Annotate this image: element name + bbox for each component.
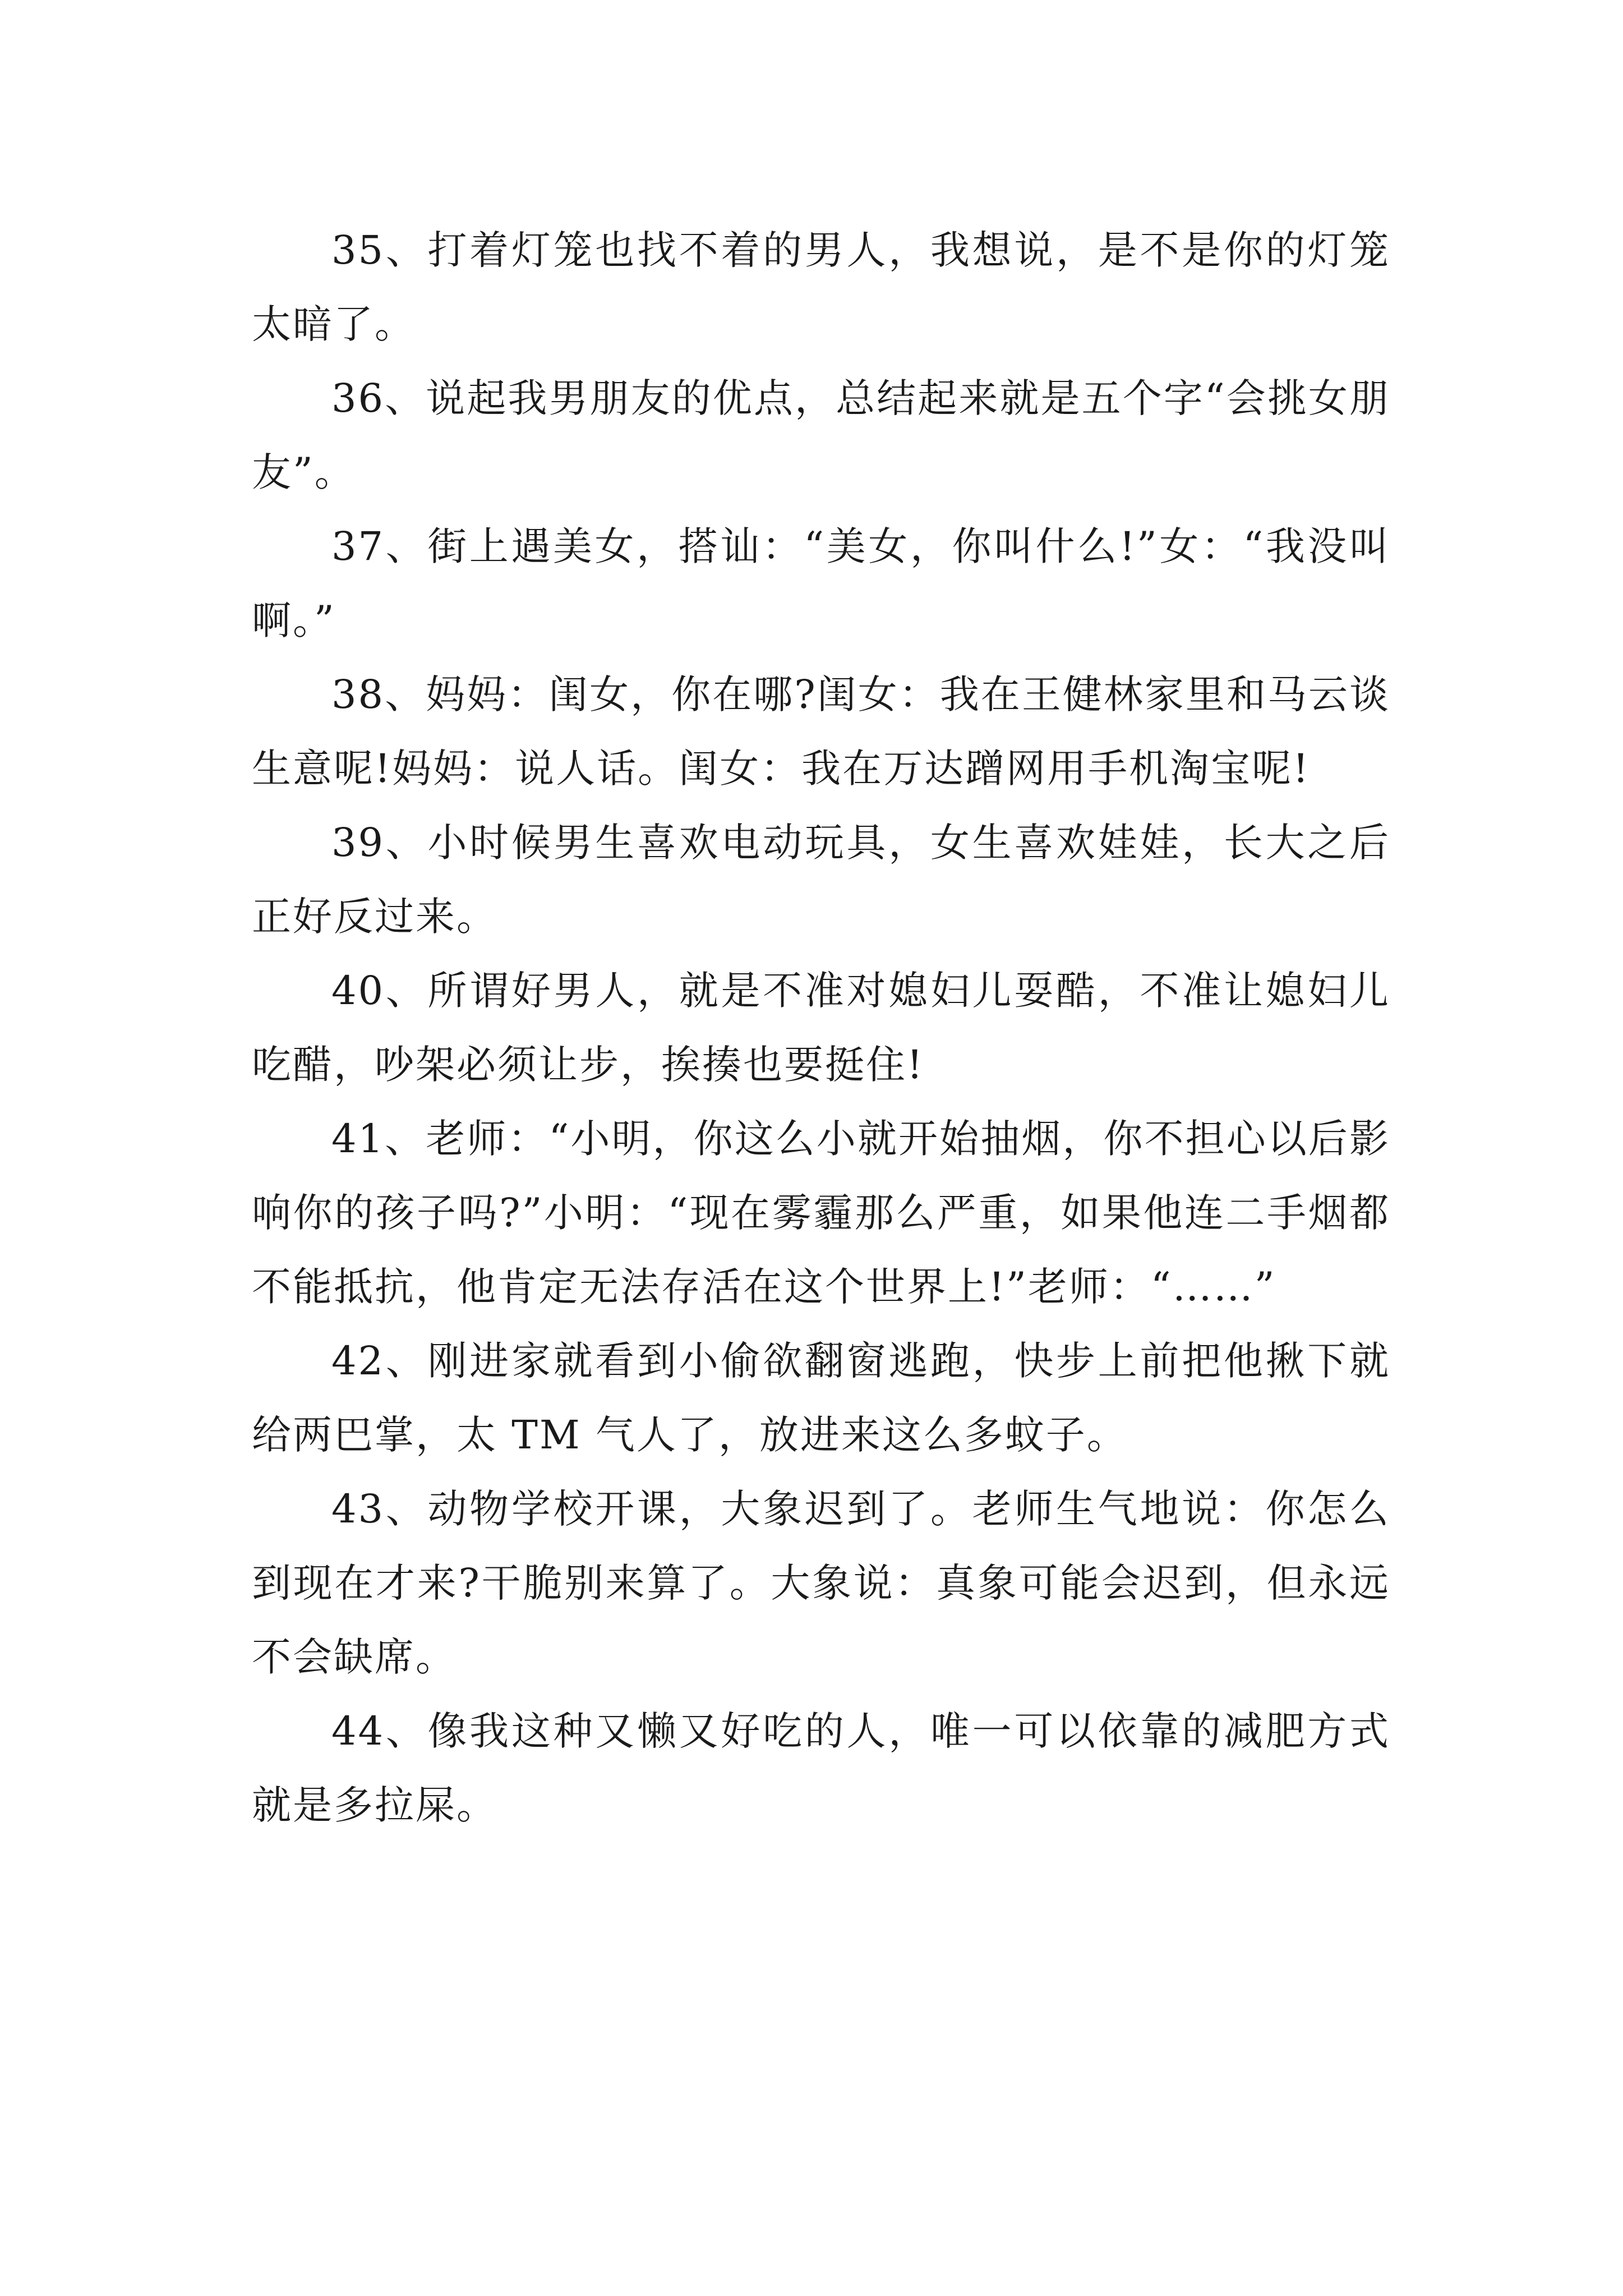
joke-paragraph-35: 35、打着灯笼也找不着的男人，我想说，是不是你的灯笼太暗了。 bbox=[252, 227, 1390, 347]
joke-paragraph-42: 42、刚进家就看到小偷欲翻窗逃跑，快步上前把他揪下就给两巴掌，太 TM 气人了，放进来这么多蚊子。 bbox=[252, 1338, 1390, 1458]
joke-paragraph-41: 41、老师：“小明，你这么小就开始抽烟，你不担心以后影响你的孩子吗?”小明：“现在雾霾那么严重，如果他连二手烟都不能抵抗，他肯定无法存活在这个世界上!”老师：“……” bbox=[252, 1116, 1390, 1310]
joke-paragraph-39: 39、小时候男生喜欢电动玩具，女生喜欢娃娃，长大之后正好反过来。 bbox=[252, 820, 1390, 940]
joke-paragraph-37: 37、街上遇美女，搭讪：“美女，你叫什么!”女：“我没叫啊。” bbox=[252, 523, 1390, 643]
joke-paragraph-36: 36、说起我男朋友的优点，总结起来就是五个字“会挑女朋友”。 bbox=[252, 375, 1390, 495]
joke-paragraph-38: 38、妈妈：闺女，你在哪?闺女：我在王健林家里和马云谈生意呢!妈妈：说人话。闺女：我在万达蹭网用手机淘宝呢! bbox=[252, 671, 1390, 792]
document-body bbox=[252, 213, 1390, 1842]
joke-paragraph-44: 44、像我这种又懒又好吃的人，唯一可以依靠的减肥方式就是多拉屎。 bbox=[252, 1708, 1390, 1828]
joke-paragraph-40: 40、所谓好男人，就是不准对媳妇儿耍酷，不准让媳妇儿吃醋，吵架必须让步，挨揍也要挺住! bbox=[252, 968, 1390, 1088]
joke-paragraph-43: 43、动物学校开课，大象迟到了。老师生气地说：你怎么到现在才来?干脆别来算了。大象说：真象可能会迟到，但永远不会缺席。 bbox=[252, 1486, 1390, 1680]
